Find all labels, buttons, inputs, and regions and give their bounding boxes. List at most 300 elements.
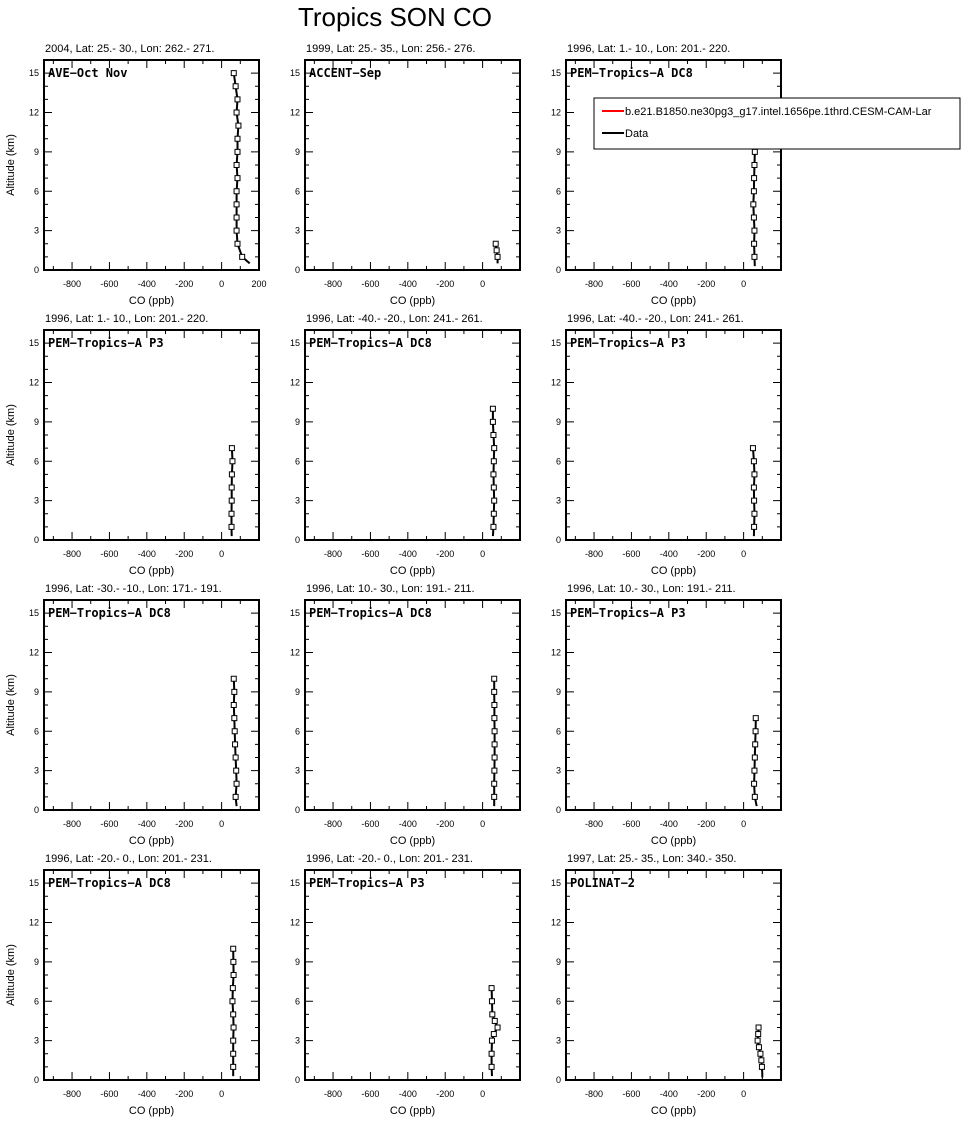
x-axis-label: CO (ppb) bbox=[650, 835, 697, 847]
panel-subtitle: 1996, Lat: 1.- 10., Lon: 201.- 220. bbox=[45, 313, 209, 325]
data-point-marker bbox=[492, 794, 497, 799]
data-point-marker bbox=[231, 1025, 236, 1030]
x-tick-label: -600 bbox=[100, 549, 119, 559]
x-axis-label: CO (ppb) bbox=[389, 835, 436, 847]
data-point-marker bbox=[234, 189, 239, 194]
y-tick-label: 6 bbox=[555, 456, 561, 467]
data-point-marker bbox=[490, 406, 495, 411]
y-tick-label: 12 bbox=[550, 917, 561, 928]
y-tick-label: 9 bbox=[294, 956, 300, 967]
y-tick-label: 0 bbox=[555, 805, 561, 815]
data-point-marker bbox=[231, 703, 236, 708]
data-point-marker bbox=[234, 228, 239, 233]
y-tick-label: 0 bbox=[33, 805, 39, 815]
data-point-marker bbox=[230, 986, 235, 991]
data-point-marker bbox=[492, 755, 497, 760]
y-tick-label: 3 bbox=[294, 495, 300, 506]
data-point-marker bbox=[756, 1032, 761, 1037]
y-tick-label: 6 bbox=[294, 186, 300, 197]
campaign-label: ACCENT−Sep bbox=[309, 66, 382, 80]
data-point-marker bbox=[489, 986, 494, 991]
x-tick-label: -400 bbox=[398, 279, 417, 289]
data-point-marker bbox=[235, 149, 240, 154]
data-point-marker bbox=[752, 149, 757, 154]
plot-frame bbox=[44, 600, 259, 810]
y-tick-label: 3 bbox=[555, 765, 561, 776]
y-tick-label: 9 bbox=[33, 686, 39, 697]
x-tick-label: -200 bbox=[175, 819, 194, 829]
campaign-label: PEM−Tropics−A DC8 bbox=[48, 606, 171, 620]
data-point-marker bbox=[489, 1064, 494, 1069]
y-tick-label: 6 bbox=[294, 996, 300, 1007]
data-point-marker bbox=[752, 176, 757, 181]
y-tick-label: 3 bbox=[294, 765, 300, 776]
y-tick-label: 6 bbox=[33, 996, 39, 1007]
panel-subtitle: 1996, Lat: -20.- 0., Lon: 201.- 231. bbox=[306, 853, 473, 865]
x-tick-label: -800 bbox=[324, 549, 343, 559]
data-point-marker bbox=[494, 248, 499, 253]
y-tick-label: 15 bbox=[28, 878, 39, 889]
x-tick-label: -600 bbox=[622, 279, 641, 289]
data-point-marker bbox=[491, 511, 496, 516]
panel-11 bbox=[290, 853, 520, 1117]
y-tick-label: 15 bbox=[289, 68, 300, 79]
campaign-label: PEM−Tropics−A P3 bbox=[48, 336, 164, 350]
y-tick-label: 3 bbox=[555, 495, 561, 506]
y-tick-label: 0 bbox=[33, 265, 39, 275]
y-tick-label: 9 bbox=[555, 416, 561, 427]
data-point-marker bbox=[234, 781, 239, 786]
y-tick-label: 6 bbox=[33, 456, 39, 467]
plot-frame bbox=[566, 330, 781, 540]
data-point-marker bbox=[495, 254, 500, 259]
y-tick-label: 9 bbox=[555, 146, 561, 157]
data-point-marker bbox=[492, 689, 497, 694]
data-point-marker bbox=[492, 729, 497, 734]
data-point-marker bbox=[234, 202, 239, 207]
panel-3 bbox=[551, 43, 781, 307]
data-point-marker bbox=[752, 768, 757, 773]
data-point-marker bbox=[240, 254, 245, 259]
x-tick-label: -200 bbox=[175, 279, 194, 289]
x-axis-label: CO (ppb) bbox=[389, 1105, 436, 1117]
data-point-marker bbox=[235, 136, 240, 141]
y-tick-label: 3 bbox=[33, 1035, 39, 1046]
y-axis-label: Altitude (km) bbox=[5, 134, 17, 196]
panel-4 bbox=[5, 313, 259, 577]
x-tick-label: -400 bbox=[659, 819, 678, 829]
panel-subtitle: 1996, Lat: 10.- 30., Lon: 191.- 211. bbox=[567, 583, 736, 595]
panel-subtitle: 1996, Lat: 10.- 30., Lon: 191.- 211. bbox=[306, 583, 475, 595]
x-tick-label: 0 bbox=[219, 549, 225, 559]
y-tick-label: 0 bbox=[555, 265, 561, 275]
y-tick-label: 3 bbox=[555, 225, 561, 236]
y-tick-label: 12 bbox=[289, 377, 300, 388]
data-point-marker bbox=[492, 498, 497, 503]
x-tick-label: -800 bbox=[63, 819, 82, 829]
x-tick-label: 0 bbox=[741, 819, 747, 829]
x-tick-label: -400 bbox=[137, 1089, 156, 1099]
x-tick-label: -200 bbox=[436, 549, 455, 559]
data-point-marker bbox=[753, 742, 758, 747]
data-point-marker bbox=[495, 1025, 500, 1030]
y-tick-label: 3 bbox=[294, 225, 300, 236]
campaign-label: PEM−Tropics−A DC8 bbox=[309, 336, 432, 350]
x-tick-label: -600 bbox=[100, 279, 119, 289]
campaign-label: PEM−Tropics−A DC8 bbox=[48, 876, 171, 890]
y-tick-label: 9 bbox=[33, 956, 39, 967]
y-tick-label: 6 bbox=[294, 456, 300, 467]
x-tick-label: -400 bbox=[398, 1089, 417, 1099]
data-point-marker bbox=[235, 176, 240, 181]
data-point-marker bbox=[751, 189, 756, 194]
y-tick-label: 6 bbox=[555, 996, 561, 1007]
data-point-marker bbox=[234, 110, 239, 115]
data-point-marker bbox=[752, 228, 757, 233]
x-tick-label: -600 bbox=[361, 1089, 380, 1099]
x-tick-label: -800 bbox=[324, 279, 343, 289]
y-axis-label: Altitude (km) bbox=[5, 404, 17, 466]
x-tick-label: -800 bbox=[63, 1089, 82, 1099]
panel-subtitle: 1996, Lat: 1.- 10., Lon: 201.- 220. bbox=[567, 43, 731, 55]
data-point-marker bbox=[751, 459, 756, 464]
y-tick-label: 6 bbox=[33, 726, 39, 737]
data-point-marker bbox=[235, 241, 240, 246]
data-point-marker bbox=[229, 446, 234, 451]
x-tick-label: -400 bbox=[398, 819, 417, 829]
x-tick-label: -200 bbox=[175, 549, 194, 559]
x-tick-label: -400 bbox=[659, 549, 678, 559]
x-tick-label: -400 bbox=[137, 819, 156, 829]
x-tick-label: -400 bbox=[659, 279, 678, 289]
x-tick-label: -800 bbox=[63, 279, 82, 289]
y-tick-label: 9 bbox=[294, 686, 300, 697]
panel-5 bbox=[290, 313, 520, 577]
data-point-marker bbox=[231, 973, 236, 978]
data-point-marker bbox=[752, 254, 757, 259]
data-point-marker bbox=[232, 689, 237, 694]
data-point-marker bbox=[491, 433, 496, 438]
panel-subtitle: 2004, Lat: 25.- 30., Lon: 262.- 271. bbox=[45, 43, 215, 55]
x-tick-label: -600 bbox=[361, 819, 380, 829]
data-point-marker bbox=[756, 1025, 761, 1030]
panel-subtitle: 1996, Lat: -20.- 0., Lon: 201.- 231. bbox=[45, 853, 212, 865]
y-tick-label: 0 bbox=[555, 1075, 561, 1085]
data-point-marker bbox=[230, 999, 235, 1004]
y-tick-label: 12 bbox=[550, 377, 561, 388]
x-tick-label: -200 bbox=[175, 1089, 194, 1099]
x-tick-label: -400 bbox=[137, 549, 156, 559]
x-tick-label: -800 bbox=[324, 1089, 343, 1099]
data-point-marker bbox=[752, 755, 757, 760]
x-tick-label: 0 bbox=[480, 1089, 486, 1099]
x-axis-label: CO (ppb) bbox=[128, 295, 175, 307]
plot-frame bbox=[44, 330, 259, 540]
campaign-label: PEM−Tropics−A P3 bbox=[570, 336, 686, 350]
data-point-marker bbox=[752, 498, 757, 503]
data-point-marker bbox=[753, 716, 758, 721]
y-tick-label: 6 bbox=[294, 726, 300, 737]
data-point-marker bbox=[231, 676, 236, 681]
y-tick-label: 3 bbox=[294, 1035, 300, 1046]
x-tick-label: -800 bbox=[585, 819, 604, 829]
data-point-marker bbox=[230, 459, 235, 464]
data-point-marker bbox=[233, 755, 238, 760]
x-tick-label: -200 bbox=[697, 1089, 716, 1099]
data-point-marker bbox=[491, 459, 496, 464]
plot-frame bbox=[44, 60, 259, 270]
panel-subtitle: 1996, Lat: -40.- -20., Lon: 241.- 261. bbox=[567, 313, 744, 325]
x-tick-label: 0 bbox=[480, 819, 486, 829]
y-tick-label: 12 bbox=[28, 647, 39, 658]
data-point-marker bbox=[234, 768, 239, 773]
y-tick-label: 15 bbox=[550, 338, 561, 349]
data-point-marker bbox=[752, 511, 757, 516]
y-axis-label: Altitude (km) bbox=[5, 944, 17, 1006]
data-point-marker bbox=[491, 472, 496, 477]
data-point-marker bbox=[751, 485, 756, 490]
y-tick-label: 6 bbox=[33, 186, 39, 197]
data-point-marker bbox=[232, 716, 237, 721]
campaign-label: PEM−Tropics−A DC8 bbox=[570, 66, 693, 80]
data-point-marker bbox=[491, 524, 496, 529]
y-tick-label: 0 bbox=[294, 805, 300, 815]
data-point-marker bbox=[755, 1038, 760, 1043]
x-axis-label: CO (ppb) bbox=[650, 565, 697, 577]
x-tick-label: -600 bbox=[361, 549, 380, 559]
campaign-label: PEM−Tropics−A P3 bbox=[309, 876, 425, 890]
y-tick-label: 12 bbox=[28, 377, 39, 388]
data-point-marker bbox=[491, 1032, 496, 1037]
plot-frame bbox=[44, 870, 259, 1080]
data-point-marker bbox=[492, 742, 497, 747]
data-point-marker bbox=[232, 729, 237, 734]
data-point-marker bbox=[492, 703, 497, 708]
data-point-marker bbox=[233, 742, 238, 747]
x-tick-label: -600 bbox=[361, 279, 380, 289]
y-tick-label: 15 bbox=[28, 68, 39, 79]
x-tick-label: 0 bbox=[741, 279, 747, 289]
campaign-label: POLINAT−2 bbox=[570, 876, 636, 890]
data-point-marker bbox=[752, 472, 757, 477]
x-tick-label: 200 bbox=[251, 279, 267, 289]
legend bbox=[594, 98, 960, 149]
y-tick-label: 12 bbox=[289, 917, 300, 928]
plot-frame bbox=[566, 870, 781, 1080]
y-tick-label: 3 bbox=[33, 765, 39, 776]
y-tick-label: 3 bbox=[33, 225, 39, 236]
y-tick-label: 9 bbox=[33, 416, 39, 427]
panel-10 bbox=[5, 853, 259, 1117]
x-tick-label: -400 bbox=[398, 549, 417, 559]
y-tick-label: 12 bbox=[550, 647, 561, 658]
data-point-marker bbox=[751, 202, 756, 207]
plot-frame bbox=[566, 60, 781, 270]
plot-frame bbox=[305, 330, 520, 540]
panel-7 bbox=[5, 583, 259, 847]
x-tick-label: -800 bbox=[324, 819, 343, 829]
data-point-marker bbox=[490, 1012, 495, 1017]
data-point-marker bbox=[489, 1038, 494, 1043]
y-tick-label: 15 bbox=[28, 338, 39, 349]
data-point-marker bbox=[229, 498, 234, 503]
data-point-marker bbox=[489, 999, 494, 1004]
x-tick-label: 0 bbox=[219, 819, 225, 829]
data-point-marker bbox=[231, 1012, 236, 1017]
campaign-label: PEM−Tropics−A P3 bbox=[570, 606, 686, 620]
panel-12 bbox=[551, 853, 781, 1117]
y-tick-label: 15 bbox=[289, 878, 300, 889]
x-tick-label: -800 bbox=[585, 1089, 604, 1099]
y-tick-label: 15 bbox=[28, 608, 39, 619]
x-tick-label: -200 bbox=[436, 819, 455, 829]
x-tick-label: -400 bbox=[137, 279, 156, 289]
y-tick-label: 0 bbox=[294, 535, 300, 545]
y-tick-label: 12 bbox=[550, 107, 561, 118]
x-tick-label: -600 bbox=[100, 1089, 119, 1099]
legend-entry-label: Data bbox=[625, 128, 649, 140]
x-tick-label: -200 bbox=[436, 279, 455, 289]
x-tick-label: -200 bbox=[697, 819, 716, 829]
data-point-marker bbox=[234, 215, 239, 220]
panel-subtitle: 1996, Lat: -30.- -10., Lon: 171.- 191. bbox=[45, 583, 222, 595]
data-point-marker bbox=[492, 781, 497, 786]
x-tick-label: -600 bbox=[622, 1089, 641, 1099]
data-point-marker bbox=[231, 1064, 236, 1069]
y-tick-label: 12 bbox=[289, 107, 300, 118]
plot-frame bbox=[305, 600, 520, 810]
x-axis-label: CO (ppb) bbox=[650, 1105, 697, 1117]
data-point-marker bbox=[231, 71, 236, 76]
y-tick-label: 9 bbox=[555, 686, 561, 697]
data-point-marker bbox=[492, 768, 497, 773]
data-point-marker bbox=[231, 1051, 236, 1056]
x-tick-label: 0 bbox=[219, 279, 225, 289]
campaign-label: PEM−Tropics−A DC8 bbox=[309, 606, 432, 620]
data-point-marker bbox=[752, 163, 757, 168]
y-tick-label: 0 bbox=[294, 1075, 300, 1085]
y-tick-label: 15 bbox=[289, 338, 300, 349]
data-point-marker bbox=[231, 1038, 236, 1043]
x-axis-label: CO (ppb) bbox=[650, 295, 697, 307]
data-point-marker bbox=[490, 419, 495, 424]
panel-subtitle: 1999, Lat: 25.- 35., Lon: 256.- 276. bbox=[306, 43, 476, 55]
data-point-marker bbox=[752, 781, 757, 786]
panel-grid bbox=[5, 43, 960, 1117]
data-point-marker bbox=[491, 485, 496, 490]
plot-frame bbox=[305, 870, 520, 1080]
y-tick-label: 9 bbox=[294, 416, 300, 427]
panel-subtitle: 1997, Lat: 25.- 35., Lon: 340.- 350. bbox=[567, 853, 737, 865]
y-tick-label: 15 bbox=[550, 68, 561, 79]
y-tick-label: 12 bbox=[28, 917, 39, 928]
data-point-marker bbox=[236, 123, 241, 128]
data-point-marker bbox=[751, 215, 756, 220]
y-axis-label: Altitude (km) bbox=[5, 674, 17, 736]
y-tick-label: 3 bbox=[33, 495, 39, 506]
y-tick-label: 9 bbox=[294, 146, 300, 157]
y-tick-label: 0 bbox=[33, 535, 39, 545]
data-point-marker bbox=[233, 794, 238, 799]
x-tick-label: 0 bbox=[741, 1089, 747, 1099]
x-tick-label: -600 bbox=[100, 819, 119, 829]
data-point-marker bbox=[492, 676, 497, 681]
x-tick-label: 0 bbox=[741, 549, 747, 559]
y-tick-label: 12 bbox=[28, 107, 39, 118]
data-point-marker bbox=[492, 1018, 497, 1023]
data-point-marker bbox=[233, 84, 238, 89]
data-point-marker bbox=[752, 794, 757, 799]
x-tick-label: 0 bbox=[480, 549, 486, 559]
x-tick-label: -600 bbox=[622, 549, 641, 559]
panel-6 bbox=[551, 313, 781, 577]
x-tick-label: 0 bbox=[219, 1089, 225, 1099]
data-point-marker bbox=[229, 511, 234, 516]
campaign-label: AVE−Oct Nov bbox=[48, 66, 128, 80]
x-tick-label: -400 bbox=[659, 1089, 678, 1099]
panel-2 bbox=[290, 43, 520, 307]
x-axis-label: CO (ppb) bbox=[128, 835, 175, 847]
y-tick-label: 6 bbox=[555, 186, 561, 197]
data-point-marker bbox=[231, 946, 236, 951]
data-point-marker bbox=[235, 97, 240, 102]
x-axis-label: CO (ppb) bbox=[128, 1105, 175, 1117]
x-tick-label: -600 bbox=[622, 819, 641, 829]
y-tick-label: 9 bbox=[555, 956, 561, 967]
x-axis-label: CO (ppb) bbox=[128, 565, 175, 577]
y-tick-label: 0 bbox=[294, 265, 300, 275]
y-tick-label: 15 bbox=[550, 878, 561, 889]
data-point-marker bbox=[750, 446, 755, 451]
y-tick-label: 15 bbox=[289, 608, 300, 619]
data-point-marker bbox=[229, 524, 234, 529]
data-point-marker bbox=[492, 716, 497, 721]
data-point-marker bbox=[753, 729, 758, 734]
x-axis-label: CO (ppb) bbox=[389, 565, 436, 577]
y-tick-label: 12 bbox=[289, 647, 300, 658]
data-point-marker bbox=[492, 446, 497, 451]
x-tick-label: -800 bbox=[585, 549, 604, 559]
data-point-marker bbox=[752, 241, 757, 246]
x-tick-label: -200 bbox=[436, 1089, 455, 1099]
figure-title: Tropics SON CO bbox=[297, 2, 493, 32]
data-point-marker bbox=[229, 472, 234, 477]
y-tick-label: 9 bbox=[33, 146, 39, 157]
y-tick-label: 15 bbox=[550, 608, 561, 619]
y-tick-label: 0 bbox=[33, 1075, 39, 1085]
panel-subtitle: 1996, Lat: -40.- -20., Lon: 241.- 261. bbox=[306, 313, 483, 325]
plot-frame bbox=[566, 600, 781, 810]
data-point-marker bbox=[234, 163, 239, 168]
panel-8 bbox=[290, 583, 520, 847]
y-tick-label: 3 bbox=[555, 1035, 561, 1046]
data-point-marker bbox=[759, 1064, 764, 1069]
panel-9 bbox=[551, 583, 781, 847]
data-point-marker bbox=[231, 959, 236, 964]
x-tick-label: -200 bbox=[697, 549, 716, 559]
data-point-marker bbox=[752, 524, 757, 529]
data-point-marker bbox=[756, 1045, 761, 1050]
data-point-marker bbox=[229, 485, 234, 490]
x-axis-label: CO (ppb) bbox=[389, 295, 436, 307]
data-point-marker bbox=[758, 1051, 763, 1056]
panel-1 bbox=[5, 43, 267, 307]
legend-entry-label: b.e21.B1850.ne30pg3_g17.intel.1656pe.1thrd.CESM-CAM-Lar bbox=[625, 106, 932, 118]
y-tick-label: 6 bbox=[555, 726, 561, 737]
x-tick-label: -800 bbox=[63, 549, 82, 559]
x-tick-label: 0 bbox=[480, 279, 486, 289]
x-tick-label: -800 bbox=[585, 279, 604, 289]
